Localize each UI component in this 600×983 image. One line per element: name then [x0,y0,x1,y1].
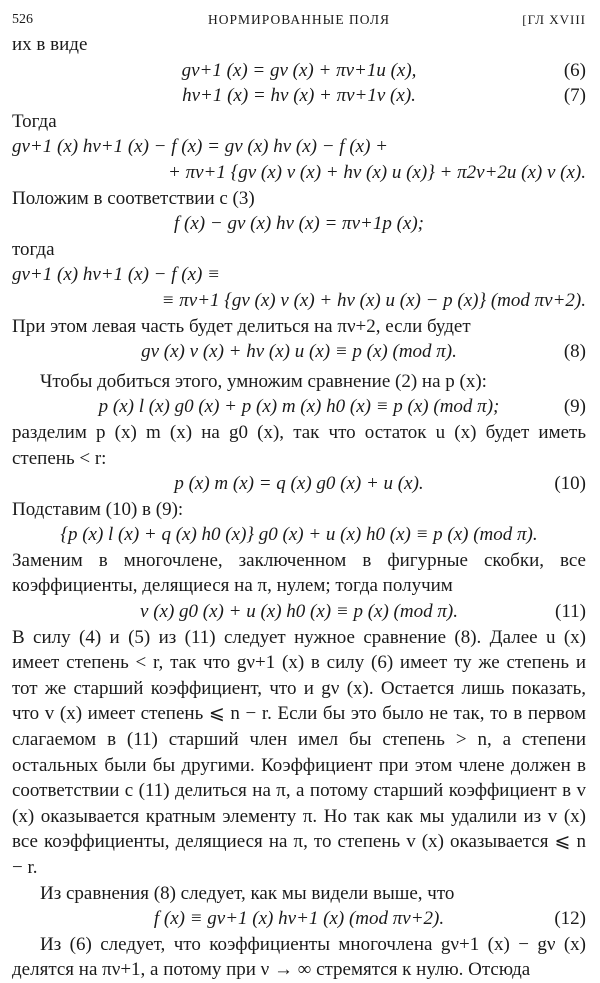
equation-11 [12,599,586,625]
page-number: 526 [12,12,33,27]
equation-expression: gν+1 (x) hν+1 (x) − f (x) ≡ [12,264,220,286]
paragraph: разделим p (x) m (x) на g0 (x), так что остаток u (x) будет иметь степень < r: [12,421,586,469]
equation-line [12,134,586,160]
paragraph: Из сравнения (8) следует, как мы видели выше, что [40,882,455,904]
equation-line [12,288,586,314]
paragraph: Заменим в многочлене, заключенном в фигурные скобки, все коэффициенты, делящиеся на π, нулем; тогда получим [12,549,586,597]
equation-number: (6) [563,59,586,81]
equation-expression: {p (x) l (x) + q (x) h0 (x)} g0 (x) + u (x) h0 (x) ≡ p (x) (mod π). [60,524,538,546]
equation-expression: ≡ πν+1 {gν (x) v (x) + hν (x) u (x) − p (x)} (mod πν+2). [161,289,586,311]
page-body [12,32,586,983]
equation-number: (10) [554,473,586,495]
equation-6 [12,58,586,84]
equation-expression: + πν+1 {gν (x) v (x) + hν (x) u (x)} + π2ν+2u (x) v (x). [168,161,586,183]
equation-expression: f (x) − gν (x) hν (x) = πν+1p (x); [174,213,424,235]
equation-expression: hν+1 (x) = hν (x) + πν+1v (x). [182,85,416,107]
equation-line [12,262,586,288]
equation-expression: gν+1 (x) = gν (x) + πν+1u (x), [181,59,417,81]
paragraph: При этом левая часть будет делиться на πν+2, если будет [12,315,471,337]
equation-9 [12,394,586,420]
equation-10 [12,471,586,497]
equation-line [12,160,586,186]
equation-number: (8) [563,341,586,363]
equation-number: (12) [554,908,586,930]
equation-7 [12,83,586,109]
equation-expression: p (x) m (x) = q (x) g0 (x) + u (x). [174,473,424,495]
equation-8 [12,339,586,365]
equation-number: (9) [563,396,586,418]
paragraph: Чтобы добиться этого, умножим сравнение (2) на p (x): [40,370,487,392]
equation-expression: v (x) g0 (x) + u (x) h0 (x) ≡ p (x) (mod π). [140,601,458,623]
paragraph: В силу (4) и (5) из (11) следует нужное сравнение (8). Далее u (x) имеет степень < r, так что gν+1 (x) в силу (6) имеет ту же степень и тот же старший коэффициент, что и gν (x). Остается лишь показать, что v (x) имеет степень ⩽ n − r. Если бы это было не так, то в первом слагаемом в (11) старший член имел бы степень > n, а степени остальных были бы другими. Коэффициент при этом члене должен в соответствии с (11) делиться на π, а потому старший коэффициент в v (x) оказывается кратным элементу π. Но так как мы удалили из v (x) все коэффициенты, делящиеся на π, то степень v (x) оказывается ⩽ n − r. [12,626,586,878]
paragraph: Подставим (10) в (9): [12,498,184,520]
running-title: НОРМИРОВАННЫЕ ПОЛЯ [208,12,390,27]
equation-expression: f (x) ≡ gν+1 (x) hν+1 (x) (mod πν+2). [153,908,445,930]
equation-expression: p (x) l (x) g0 (x) + p (x) m (x) h0 (x) ≡ p (x) (mod π); [98,396,500,418]
paragraph: их в виде [12,34,88,55]
running-header [12,10,586,32]
equation-expression: gν (x) v (x) + hν (x) u (x) ≡ p (x) (mod π). [141,341,457,363]
equation-12 [12,906,586,932]
chapter-label: [ГЛ XVIII [522,12,586,27]
paragraph: Тогда [12,110,57,132]
equation-number: (7) [563,85,586,107]
paragraph: Положим в соответствии с (3) [12,187,255,209]
paragraph: Из (6) следует, что коэффициенты многочлена gν+1 (x) − gν (x) делятся на πν+1, а потому при ν → ∞ стремятся к нулю. Отсюда [12,933,586,981]
equation-number: (11) [555,601,586,623]
paragraph: тогда [12,238,55,260]
equation-expression: gν+1 (x) hν+1 (x) − f (x) = gν (x) hν (x) − f (x) + [12,136,388,158]
equation-line [12,211,586,237]
equation-line [12,522,586,548]
